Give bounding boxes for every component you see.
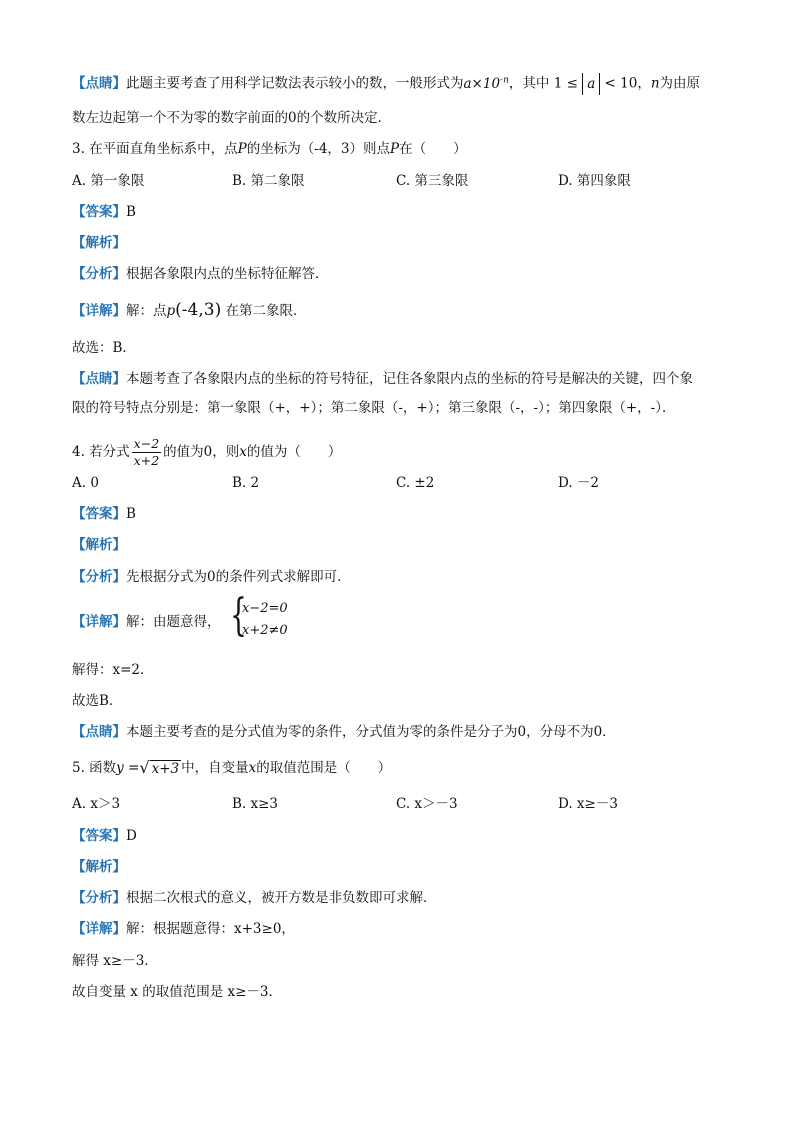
dianjing-3a bbox=[72, 369, 693, 389]
guxuan-3: 故选：B． bbox=[72, 340, 136, 356]
text: 本题考查了各象限内点的坐标的符号特征，记住各象限内点的坐标的符号是解决的关键，四个象 bbox=[126, 371, 693, 387]
text: 解：点 bbox=[126, 303, 167, 319]
answer-value: B bbox=[126, 204, 136, 220]
q4-text: 4. 若分式 bbox=[72, 444, 130, 460]
answer-5 bbox=[72, 826, 137, 846]
answer-value: D bbox=[126, 828, 137, 844]
text: ，其中 bbox=[508, 75, 550, 92]
equation-2: x+2≠0 bbox=[242, 623, 288, 638]
equation-1: x−2=0 bbox=[242, 601, 288, 616]
range-lo: 1 ≤ bbox=[553, 75, 578, 92]
fraction bbox=[132, 436, 161, 469]
jiexi-tag: 【解析】 bbox=[72, 537, 126, 553]
dianjing-line-2: 数左边起第一个不为零的数字前面的0的个数所决定． bbox=[72, 110, 392, 126]
dianjing-tag: 【点睛】 bbox=[72, 724, 126, 740]
var-x: x bbox=[248, 760, 257, 776]
brace-icon: { bbox=[230, 590, 247, 641]
jiexi-tag: 【解析】 bbox=[72, 859, 126, 875]
jiexi-5 bbox=[72, 857, 126, 877]
sci-notation: $a\times 10^{-n}$ bbox=[463, 75, 509, 92]
q4-text: 的值为0，则 bbox=[163, 444, 240, 460]
answer-4 bbox=[72, 504, 136, 524]
fenxi-5 bbox=[72, 888, 437, 908]
fenxi-tag: 【分析】 bbox=[72, 890, 126, 906]
range-hi: < 10 bbox=[604, 75, 638, 92]
text: 解：根据题意得：x+3≥0， bbox=[126, 921, 295, 937]
answer-tag: 【答案】 bbox=[72, 828, 126, 844]
text: 解：由题意得， bbox=[126, 614, 221, 630]
fenxi-tag: 【分析】 bbox=[72, 569, 126, 585]
q5-text: 的取值范围是（ ） bbox=[256, 760, 392, 776]
q5-option-a: A. x＞3 bbox=[72, 796, 121, 812]
q5-option-d: D. x≥－3 bbox=[558, 796, 618, 812]
text: 为由原 bbox=[659, 75, 701, 92]
fenxi-text: 根据各象限内点的坐标特征解答． bbox=[126, 266, 329, 282]
var-y: y = bbox=[116, 760, 140, 776]
question-5 bbox=[72, 758, 391, 779]
answer-tag: 【答案】 bbox=[72, 204, 126, 220]
answer-tag: 【答案】 bbox=[72, 506, 126, 522]
fenxi-4 bbox=[72, 567, 351, 587]
guzi-5: 故自变量 x 的取值范围是 x≥－3． bbox=[72, 984, 283, 1000]
dianjing-tag: 【点睛】 bbox=[72, 75, 126, 92]
dianjing-tag: 【点睛】 bbox=[72, 371, 126, 387]
xiangjie-3 bbox=[72, 300, 307, 321]
fenxi-text: 先根据分式为0的条件列式求解即可． bbox=[126, 569, 351, 585]
var-p: P bbox=[390, 141, 400, 157]
q3-text: 的坐标为（-4，3）则点 bbox=[246, 141, 391, 157]
var-p: P bbox=[237, 141, 247, 157]
xiangjie-4 bbox=[72, 612, 221, 632]
q3-option-d: D. 第四象限 bbox=[558, 173, 631, 189]
q4-option-a: A. 0 bbox=[72, 475, 99, 491]
fenxi-tag: 【分析】 bbox=[72, 266, 126, 282]
numerator: x−2 bbox=[133, 436, 160, 451]
xiangjie-tag: 【详解】 bbox=[72, 614, 126, 630]
sqrt-expression: √ x+3 bbox=[139, 758, 180, 777]
q5-option-c: C. x＞－3 bbox=[396, 796, 458, 812]
jiexi-tag: 【解析】 bbox=[72, 235, 126, 251]
q3-option-c: C. 第三象限 bbox=[396, 173, 469, 189]
q5-text: 5. 函数 bbox=[72, 760, 117, 776]
abs-a: a bbox=[582, 73, 600, 95]
q4-option-c: C. ±2 bbox=[396, 475, 435, 491]
q3-text: 在（ ） bbox=[399, 141, 467, 157]
fenxi-3 bbox=[72, 264, 329, 284]
answer-value: B bbox=[126, 506, 136, 522]
xiangjie-5 bbox=[72, 919, 295, 939]
jiexi-4 bbox=[72, 535, 126, 555]
question-3 bbox=[72, 139, 467, 159]
xiangjie-tag: 【详解】 bbox=[72, 303, 126, 319]
q4-text: 的值为（ ） bbox=[246, 444, 342, 460]
q3-text: 3. 在平面直角坐标系中，点 bbox=[72, 141, 238, 157]
answer-3 bbox=[72, 202, 136, 222]
var-n: n bbox=[650, 75, 660, 92]
text: 此题主要考查了用科学记数法表示较小的数，一般形式为 bbox=[126, 75, 464, 92]
xiangjie-tag: 【详解】 bbox=[72, 921, 126, 937]
radicand: x+3 bbox=[151, 761, 180, 777]
jiede-5: 解得 x≥－3． bbox=[72, 953, 158, 969]
equation-system bbox=[230, 590, 288, 642]
q5-option-b: B. x≥3 bbox=[232, 796, 279, 812]
q3-option-a: A. 第一象限 bbox=[72, 173, 145, 189]
dianjing-line-1 bbox=[72, 70, 700, 95]
q4-option-d: D. －2 bbox=[558, 475, 600, 491]
guxuan-4: 故选B． bbox=[72, 693, 123, 709]
q4-option-b: B. 2 bbox=[232, 475, 260, 491]
var-p: p bbox=[166, 303, 176, 319]
q5-text: 中，自变量 bbox=[181, 760, 249, 776]
text: ， bbox=[637, 75, 651, 92]
dianjing-4 bbox=[72, 722, 616, 742]
fenxi-text: 根据二次根式的意义，被开方数是非负数即可求解． bbox=[126, 890, 437, 906]
jiede-4: 解得：x=2． bbox=[72, 662, 154, 678]
var-x: x bbox=[239, 444, 247, 460]
text: 在第二象限． bbox=[225, 303, 307, 319]
question-4 bbox=[72, 436, 341, 469]
denominator: x+2 bbox=[133, 453, 160, 468]
jiexi-3 bbox=[72, 233, 126, 253]
coordinate: (-4,3) bbox=[175, 300, 222, 320]
dianjing-3b: 限的符号特点分别是：第一象限（+，+）；第二象限（-，+）；第三象限（-，-）；第四象限（+，-）． bbox=[72, 400, 676, 416]
q3-option-b: B. 第二象限 bbox=[232, 173, 305, 189]
text: 本题主要考查的是分式值为零的条件，分式值为零的条件是分子为0，分母不为0． bbox=[126, 724, 616, 740]
